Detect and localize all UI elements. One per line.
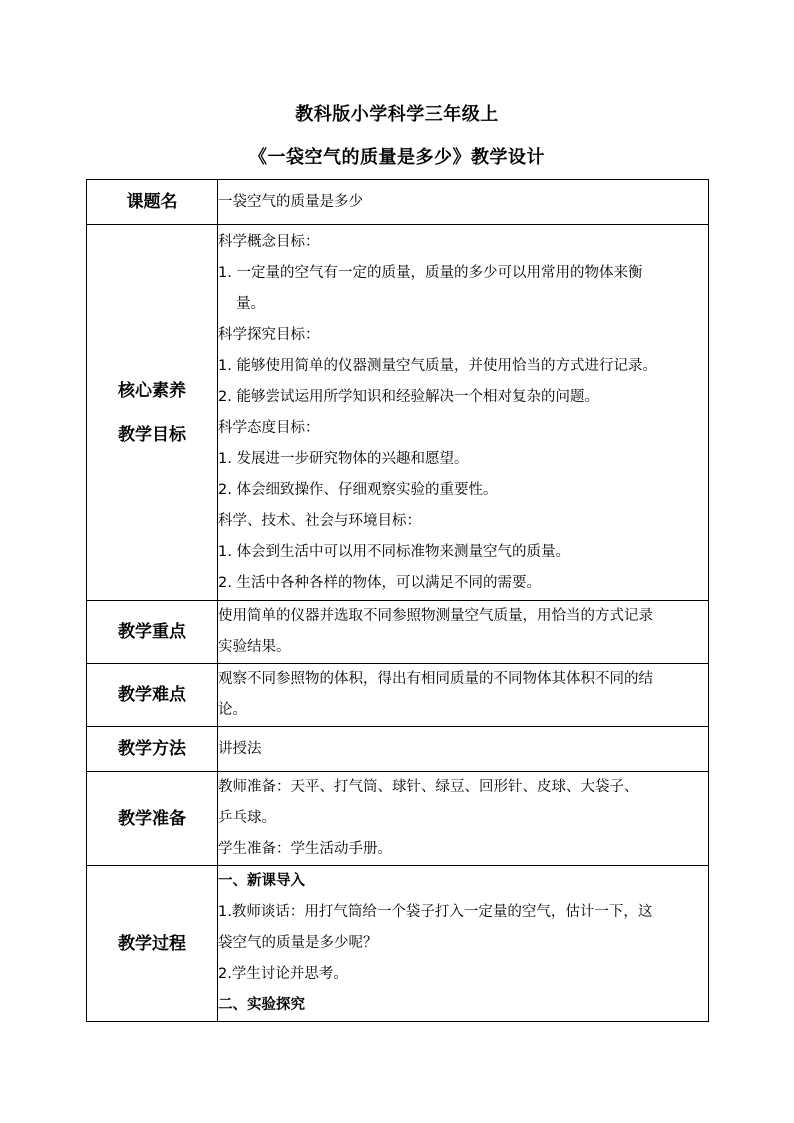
student-prep-line: 学生准备：学生活动手册。: [218, 841, 392, 857]
row-method: [87, 727, 709, 772]
label-process: 教学过程: [87, 866, 218, 1022]
goal-item-cont: 量。: [236, 295, 265, 312]
row-goals: [87, 225, 709, 601]
goal-item: 2. 能够尝试运用所学知识和经验解决一个相对复杂的问题。: [218, 388, 599, 405]
process-section-heading: 一、新课导入: [218, 873, 305, 889]
difficulties-line: 观察不同参照物的体积，得出有相同质量的不同物体其体积不同的结: [218, 671, 653, 687]
teacher-prep-line: 乒乓球。: [218, 810, 276, 826]
topic-text: 一袋空气的质量是多少: [218, 193, 363, 210]
goal-item: 1. 发展进一步研究物体的兴趣和愿望。: [218, 450, 469, 467]
goal-item: 2. 生活中各种各样的物体，可以满足不同的需要。: [218, 574, 541, 591]
goal-item: 1. 能够使用简单的仪器测量空气质量，并使用恰当的方式进行记录。: [218, 357, 657, 374]
value-preparation: [218, 772, 709, 866]
key-points-line: 使用简单的仪器并选取不同参照物测量空气质量，用恰当的方式记录: [218, 608, 653, 624]
goal-heading-concept: 科学概念目标：: [218, 233, 320, 250]
process-section-heading: 二、实验探究: [218, 997, 305, 1013]
value-topic: [218, 180, 709, 225]
goal-item: 1. 体会到生活中可以用不同标准物来测量空气的质量。: [218, 543, 570, 560]
value-difficulties: [218, 664, 709, 727]
goal-heading-attitude: 科学态度目标：: [218, 419, 320, 436]
difficulties-line: 论。: [218, 702, 247, 718]
label-difficulties: 教学难点: [87, 664, 218, 727]
value-goals: [218, 225, 709, 601]
document-title: 教科版小学科学三年级上: [295, 104, 499, 125]
row-preparation: [87, 772, 709, 866]
goal-item: 1. 一定量的空气有一定的质量，质量的多少可以用常用的物体来衡: [218, 264, 643, 281]
key-points-line: 实验结果。: [218, 639, 291, 655]
goal-heading-inquiry: 科学探究目标：: [218, 326, 320, 343]
label-key-points: 教学重点: [87, 601, 218, 664]
value-method: [218, 727, 709, 772]
row-key-points: [87, 601, 709, 664]
process-item: 1.教师谈话：用打气筒给一个袋子打入一定量的空气，估计一下，这: [218, 904, 653, 920]
value-process: [218, 866, 709, 1022]
label-preparation: 教学准备: [87, 772, 218, 866]
goal-item: 2. 体会细致操作、仔细观察实验的重要性。: [218, 481, 498, 498]
label-goals-line1: 核心素养: [118, 380, 186, 401]
lesson-plan-table: [86, 179, 709, 1022]
process-item: 2.学生讨论并思考。: [218, 966, 348, 982]
label-goals-line2: 教学目标: [118, 424, 186, 445]
row-topic: [87, 180, 709, 225]
method-text: 讲授法: [218, 740, 262, 757]
label-goals: [87, 225, 218, 601]
value-key-points: [218, 601, 709, 664]
process-item-cont: 袋空气的质量是多少呢？: [218, 935, 378, 951]
row-difficulties: [87, 664, 709, 727]
goal-heading-stse: 科学、技术、社会与环境目标：: [218, 512, 421, 529]
document-subtitle: 《一袋空气的质量是多少》教学设计: [249, 147, 545, 168]
label-method: 教学方法: [87, 727, 218, 772]
row-process: [87, 866, 709, 1022]
label-topic: 课题名: [87, 180, 218, 225]
teacher-prep-line: 教师准备：天平、打气筒、球针、绿豆、回形针、皮球、大袋子、: [218, 779, 639, 795]
